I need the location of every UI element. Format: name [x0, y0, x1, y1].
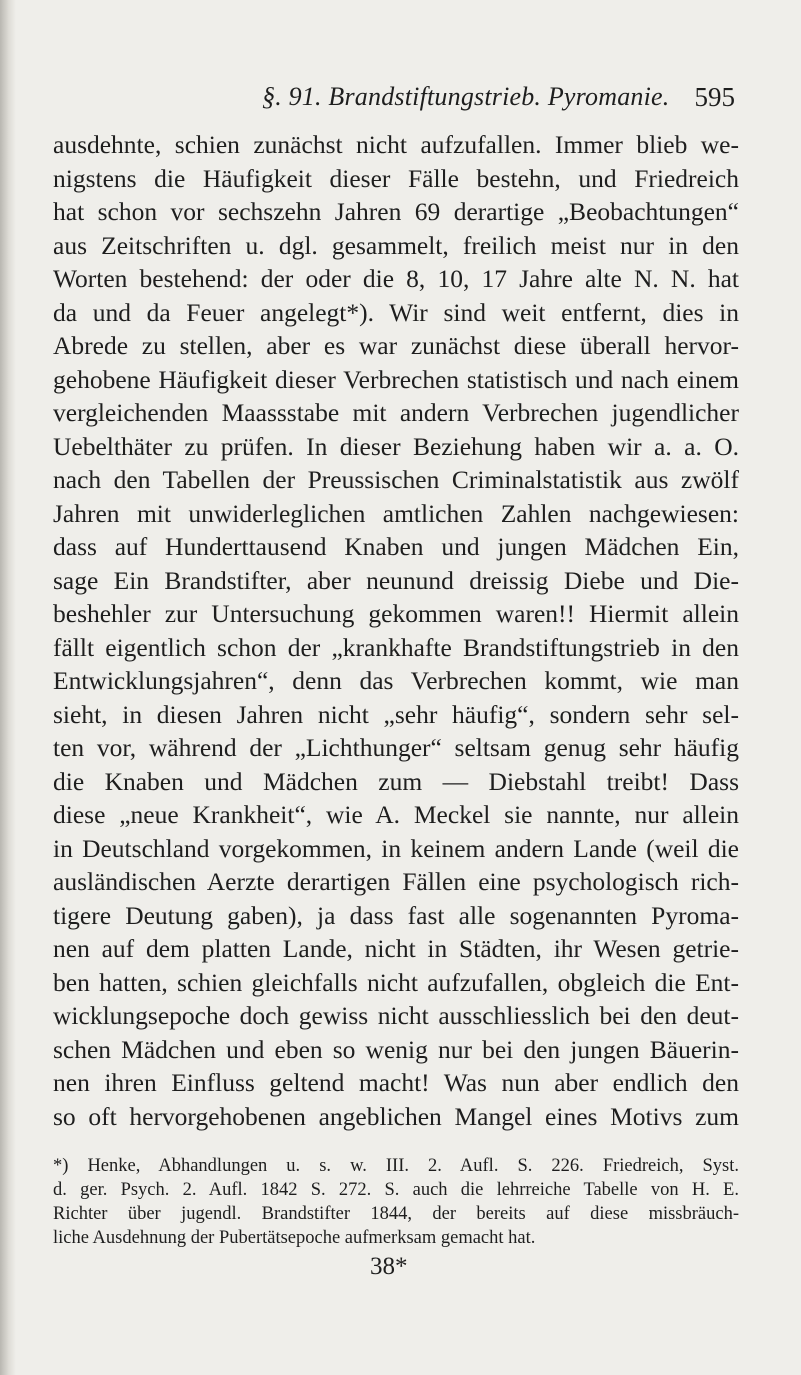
text-line: nigstens die Häufigkeit dieser Fälle bestehn, und Friedreich	[53, 163, 739, 193]
text-line: Entwicklungsjahren“, denn das Verbrechen kommt, wie man	[53, 666, 739, 695]
text-line: nach den Tabellen der Preussischen Criminalstatistik aus zwölf	[53, 465, 739, 494]
text-line: aus Zeitschriften u. dgl. gesammelt, freilich meist nur in den	[53, 230, 739, 260]
footnote-line: *) Henke, Abhandlungen u. s. w. III. 2. Aufl. S. 226. Friedreich, Syst.	[53, 1156, 739, 1176]
text-line: ausdehnte, schien zunächst nicht aufzufallen. Immer blieb we-	[53, 130, 739, 159]
text-line: Worten bestehend: der oder die 8, 10, 17 Jahre alte N. N. hat	[53, 264, 739, 293]
page-number: 595	[694, 82, 735, 112]
text-line: nen auf dem platten Lande, nicht in Städten, ihr Wesen getrie-	[53, 934, 739, 963]
footnote-line: liche Ausdehnung der Pubertätsepoche aufmerksam gemacht hat.	[53, 1228, 536, 1248]
footnote-line: d. ger. Psych. 2. Aufl. 1842 S. 272. S. auch die lehrreiche Tabelle von H. E.	[53, 1180, 739, 1200]
text-line: Uebelthäter zu prüfen. In dieser Beziehung haben wir a. a. O.	[53, 431, 739, 461]
running-header	[0, 82, 801, 122]
text-line: fällt eigentlich schon der „krankhafte Brandstiftungstrieb in den	[53, 632, 739, 662]
text-line: sage Ein Brandstifter, aber neunund dreissig Diebe und Die-	[53, 565, 739, 595]
text-line: ausländischen Aerzte derartigen Fällen eine psychologisch rich-	[53, 867, 739, 896]
binding-edge-shadow	[0, 0, 16, 1375]
text-line: sieht, in diesen Jahren nicht „sehr häufig“, sondern sehr sel-	[53, 699, 739, 729]
text-line: die Knaben und Mädchen zum — Diebstahl treibt! Dass	[53, 766, 739, 796]
text-line: wicklungsepoche doch gewiss nicht ausschliesslich bei den deut-	[53, 1001, 739, 1030]
signature-mark: 38*	[370, 1253, 408, 1280]
footnote-line: Richter über jugendl. Brandstifter 1844, der bereits auf diese missbräuch-	[53, 1204, 739, 1224]
text-line: hat schon vor sechszehn Jahren 69 derartige „Beobachtungen“	[53, 197, 739, 226]
body-text	[53, 128, 739, 1133]
header-title: §. 91. Brandstiftungstrieb. Pyromanie.	[262, 82, 670, 111]
text-line: schen Mädchen und eben so wenig nur bei den jungen Bäuerin-	[53, 1034, 739, 1064]
text-line: da und da Feuer angelegt*). Wir sind weit entfernt, dies in	[53, 297, 739, 327]
footnote	[53, 1154, 739, 1250]
text-line: so oft hervorgehobenen angeblichen Mangel eines Motivs zum	[53, 1101, 739, 1131]
text-line: ben hatten, schien gleichfalls nicht aufzufallen, obgleich die Ent-	[53, 967, 739, 997]
text-line: Jahren mit unwiderleglichen amtlichen Zahlen nachgewiesen:	[53, 498, 739, 528]
text-line: nen ihren Einfluss geltend macht! Was nun aber endlich den	[53, 1068, 739, 1097]
text-line: Abrede zu stellen, aber es war zunächst diese überall hervor-	[53, 331, 739, 360]
text-line: vergleichenden Maassstabe mit andern Verbrechen jugendlicher	[53, 398, 739, 427]
text-line: ten vor, während der „Lichthunger“ seltsam genug sehr häufig	[53, 733, 739, 762]
text-line: dass auf Hunderttausend Knaben und jungen Mädchen Ein,	[53, 532, 739, 561]
text-line: in Deutschland vorgekommen, in keinem andern Lande (weil die	[53, 833, 739, 863]
text-line: gehobene Häufigkeit dieser Verbrechen statistisch und nach einem	[53, 364, 739, 394]
text-line: beshehler zur Untersuchung gekommen waren!! Hiermit allein	[53, 599, 739, 628]
text-line: diese „neue Krankheit“, wie A. Meckel sie nannte, nur allein	[53, 800, 739, 829]
text-line: tigere Deutung gaben), ja dass fast alle sogenannten Pyroma-	[53, 900, 739, 930]
